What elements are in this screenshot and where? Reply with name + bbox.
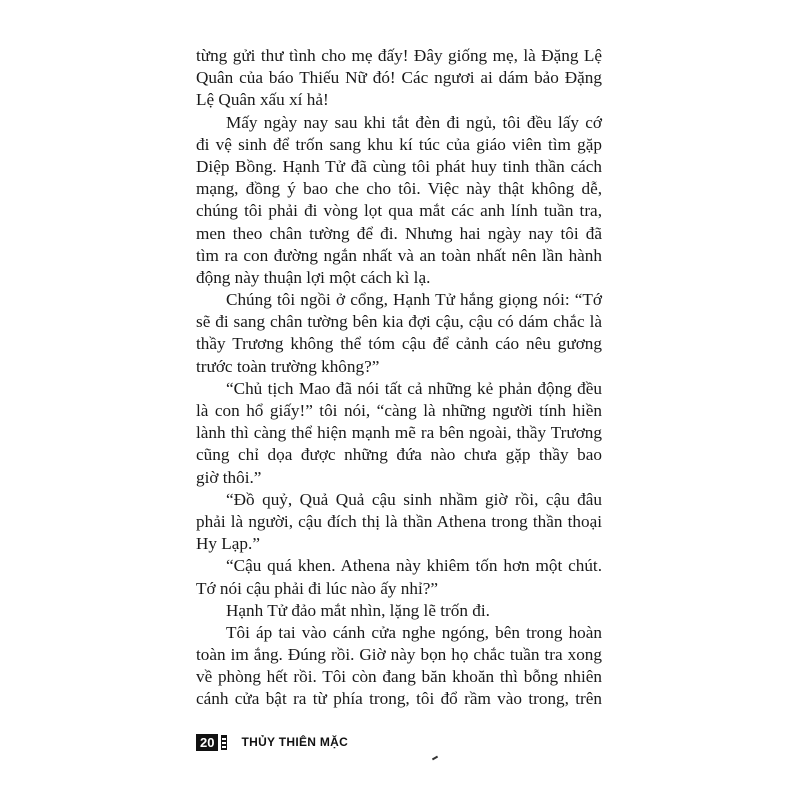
ornament-icon: [221, 735, 227, 750]
paragraph: [196, 45, 602, 112]
paragraph: [196, 489, 602, 556]
text-line: phải là người, cậu đích thị là thần Athena trong thần thoại: [196, 511, 602, 531]
text-line: Tôi áp tai vào cánh cửa nghe ngóng, bên trong hoàn: [226, 622, 602, 642]
scan-mark: [432, 756, 438, 761]
page-number: 20: [196, 734, 218, 751]
text-line: Quân của báo Thiếu Nữ đó! Các ngươi ai dám bảo Đặng: [196, 68, 602, 88]
paragraph: [196, 289, 602, 378]
text-line: tìm ra con đường ngắn nhất và an toàn nhất nên lần hành: [196, 245, 602, 265]
text-line: từng gửi thư tình cho mẹ đấy! Đây giống mẹ, là Đặng Lệ: [196, 46, 602, 65]
text-line: Hy Lạp.”: [196, 534, 260, 554]
text-line: Mấy ngày nay sau khi tắt đèn đi ngủ, tôi đều lấy cớ: [226, 112, 602, 132]
text-line: Tớ nói cậu phải đi lúc nào ấy nhỉ?”: [196, 578, 438, 598]
text-line: Diệp Bồng. Hạnh Tử đã cùng tôi phát huy tinh thần cách: [196, 156, 602, 176]
text-line: “Đồ quỷ, Quả Quả cậu sinh nhầm giờ rồi, cậu đâu: [226, 489, 602, 509]
paragraph: [196, 600, 602, 622]
text-line: Hạnh Tử đảo mắt nhìn, lặng lẽ trốn đi.: [226, 600, 490, 620]
page-footer: [196, 733, 348, 751]
text-line: Lệ Quân xấu xí hả!: [196, 90, 329, 110]
text-line: Chúng tôi ngồi ở cổng, Hạnh Tử hắng giọng nói: “Tớ: [226, 290, 602, 310]
text-line: là con hổ giấy!” tôi nói, “càng là những người tính hiền: [196, 401, 602, 420]
text-line: “Cậu quá khen. Athena này khiêm tốn hơn một chút.: [226, 556, 602, 576]
text-line: giờ thôi.”: [196, 467, 262, 487]
text-line: chúng tôi phải đi vòng lọt qua mắt các anh lính tuần tra,: [196, 201, 602, 221]
text-line: trước toàn trường không?”: [196, 356, 380, 376]
text-line: mạng, đồng ý bao che cho tôi. Việc này thật không dễ,: [196, 179, 602, 199]
text-line: lành thì càng thể hiện mạnh mẽ ra bên ngoài, thầy Trương: [196, 423, 602, 443]
paragraph: [196, 112, 602, 290]
text-line: về phòng hết rồi. Tôi còn đang băn khoăn thì bỗng nhiên: [196, 667, 602, 687]
text-line: toàn im ắng. Đúng rồi. Giờ này bọn họ chắc tuần tra xong: [196, 645, 602, 665]
text-line: đi vệ sinh để trốn sang khu kí túc của giáo viên tìm gặp: [196, 134, 602, 154]
paragraph: [196, 555, 602, 599]
text-line: động này thuận lợi một cách kì lạ.: [196, 267, 431, 287]
text-line: sẽ đi sang chân tường bên kia đợi cậu, cậu có dám chắc là: [196, 312, 602, 332]
author-name: THỦY THIÊN MẶC: [241, 735, 349, 749]
text-line: men theo chân tường để đi. Nhưng hai ngày nay tôi đã: [196, 223, 602, 243]
text-line: cánh cửa bật ra từ phía trong, tôi đổ rầm vào trong, trên: [196, 689, 602, 709]
paragraph: [196, 622, 602, 711]
page-body: [196, 45, 602, 711]
text-line: thầy Trương không thể tóm cậu để cảnh cáo nêu gương: [196, 334, 602, 354]
text-line: cũng chỉ dọa được những đứa nào chưa gặp thầy bao: [196, 445, 602, 465]
text-line: “Chủ tịch Mao đã nói tất cả những kẻ phản động đều: [226, 378, 602, 398]
paragraph: [196, 378, 602, 489]
